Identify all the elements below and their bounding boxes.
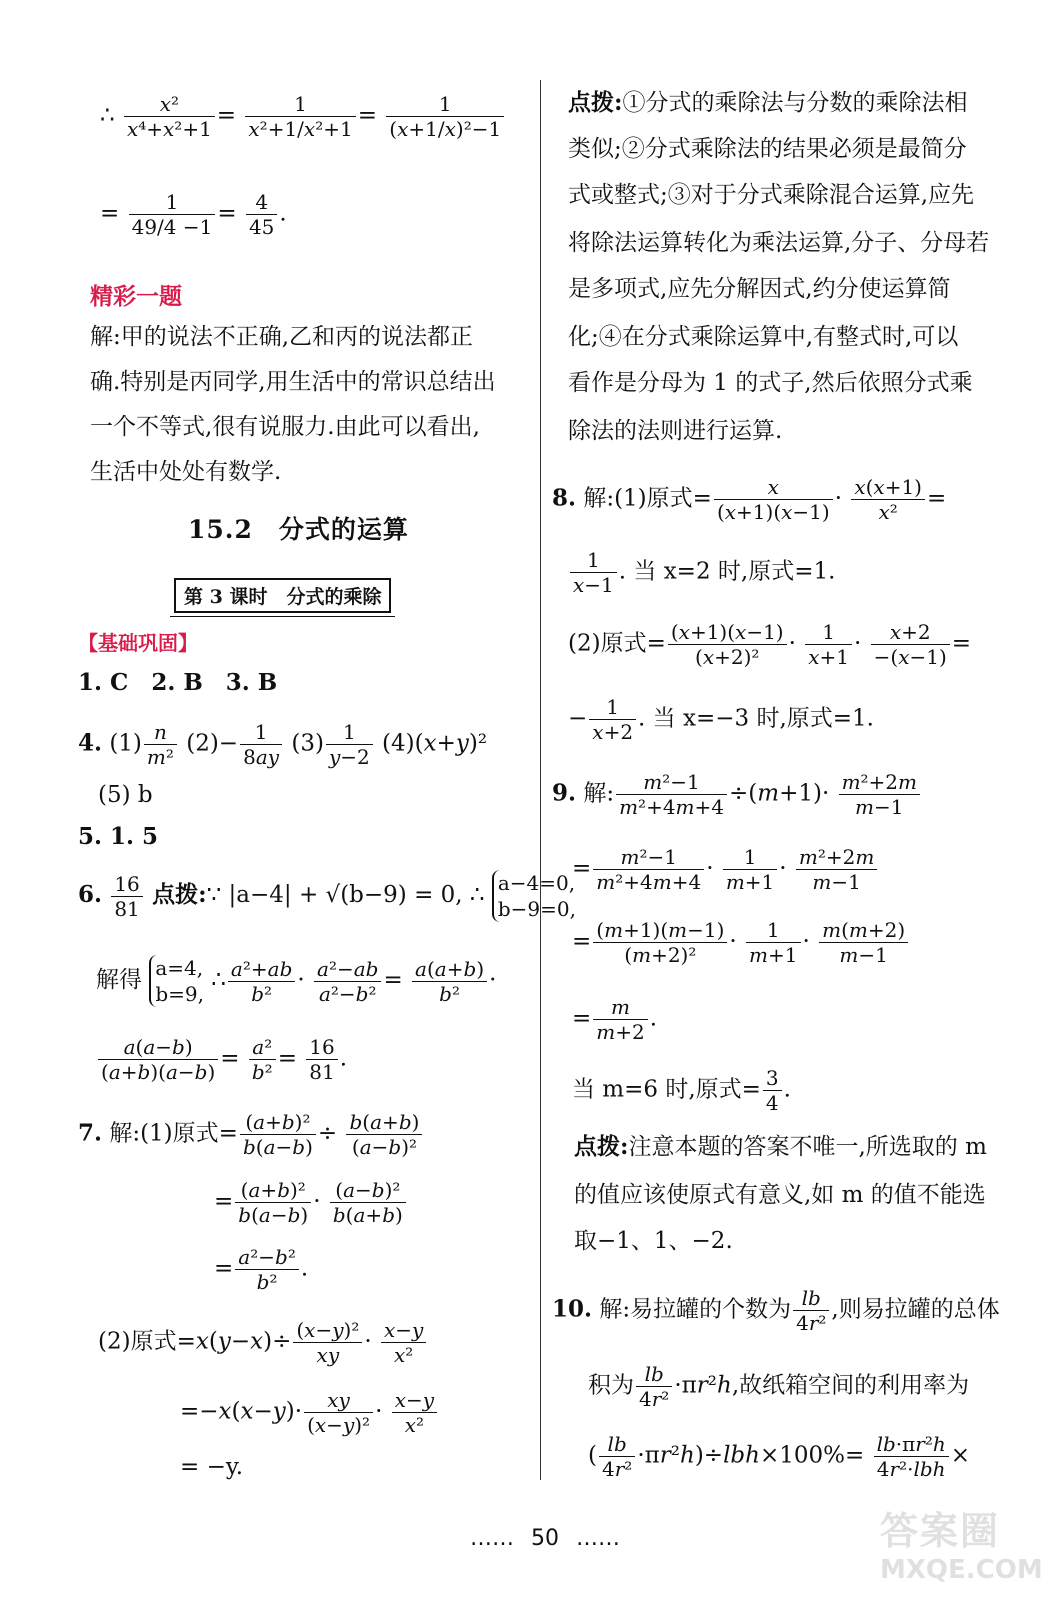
q4-5: (5) b: [98, 782, 153, 808]
lesson-title: 第 3 课时 分式的乘除: [174, 578, 391, 613]
jingcai-line-2: 确.特别是丙同学,用生活中的常识总结出: [90, 369, 496, 395]
dianbo-line-4: 将除法运算转化为乘法运算,分子、分母若: [568, 230, 990, 256]
q7-2-line-2: =−x(x−y)· $\frac{xy}{\text{(x−y)²}}$ · $\frac{x-y}{\text{x²}}$: [180, 1388, 439, 1437]
eq-top: ∴ $\frac{\text{x²}}{\text{x⁴+x²+1}}$ = $\frac{1}{\text{x²+1/x²+1}}$ = $\frac{1}{\text{(x+1/x)²−1}}$: [100, 92, 506, 141]
q1-3: 1. C 2. B 3. B: [78, 669, 278, 696]
q9-result: 当 m=6 时,原式= $\frac{3}{4}$ .: [572, 1066, 791, 1115]
jingcai-line-1: 解:甲的说法不正确,乙和丙的说法都正: [90, 324, 474, 350]
q8-line-3: (2)原式= $\frac{(x+1)(x-1)}{\text{(x+2)²}}$ · $\frac{1}{x+1}$ · $\frac{x+2}{-(x-1)}$ =: [568, 620, 972, 669]
q8-line-1: 8. 解:(1)原式= $\frac{x}{(x+1)(x-1)}$ · $\frac{x(x+1)}{\text{x²}}$ =: [552, 475, 947, 524]
q7-line-2: = $\frac{\text{(a+b)²}}{b(a-b)}$ · $\frac{\text{(a−b)²}}{b(a+b)}$: [214, 1178, 408, 1227]
dianbo-line-2: 类似;②分式乘除法的结果必须是最简分: [568, 136, 967, 162]
dianbo-line-6: 化;④在分式乘除运算中,有整式时,可以: [568, 324, 959, 350]
jingcai-line-3: 一个不等式,很有说服力.由此可以看出,: [90, 414, 480, 440]
q9-line-2: = $\frac{\text{m²−1}}{\text{m²+4m+4}}$ · $\frac{1}{m+1}$ · $\frac{\text{m²+2m}}{m-1}$: [572, 845, 879, 894]
q10-line-2: 积为 $\frac{lb}{\text{4r²}}$ ·πr²h,故纸箱空间的利用率为: [588, 1362, 970, 1411]
dianbo-line-1: 点拨:①分式的乘除法与分数的乘除法相: [568, 89, 968, 116]
q7-2-line-1: (2)原式=x(y−x)÷ $\frac{\text{(x−y)²}}{xy}$ · $\frac{x-y}{\text{x²}}$: [98, 1318, 428, 1367]
q10-line-1: 10. 解:易拉罐的个数为 $\frac{lb}{\text{4r²}}$ ,则易拉罐的总体: [552, 1286, 1000, 1335]
q7-line-1: 7. 解:(1)原式= $\frac{\text{(a+b)²}}{b(a-b)}$ ÷ $\frac{b(a+b)}{\text{(a−b)²}}$: [78, 1110, 424, 1159]
dianbo-line-5: 是多项式,应先分解因式,约分使运算简: [568, 276, 951, 302]
q6-line-3: $\frac{a(a-b)}{(a+b)(a-b)}$ = $\frac{\text{a²}}{\text{b²}}$ = $\frac{16}{81}$ .: [96, 1035, 347, 1084]
jingcai-line-4: 生活中处处有数学.: [90, 459, 282, 485]
q9-line-3: = $\frac{(m+1)(m-1)}{\text{(m+2)²}}$ · $\frac{1}{m+1}$ · $\frac{m(m+2)}{m-1}$: [572, 918, 910, 967]
q9-line-4: = $\frac{m}{m+2}$ .: [572, 995, 658, 1044]
column-divider: [540, 80, 541, 1480]
watermark: 答案圈 MXQE.COM: [880, 1509, 1043, 1585]
q9-line-1: 9. 解: $\frac{\text{m²−1}}{\text{m²+4m+4}}$ ÷(m+1)· $\frac{\text{m²+2m}}{m-1}$: [552, 770, 922, 819]
q6-line-1: 6. $\frac{16}{81}$ 点拨:∵ |a−4| + √(b−9) = 0, ∴ a−4=0, b−9=0,: [78, 871, 576, 921]
dianbo-line-8: 除法的法则进行运算.: [568, 418, 783, 444]
dianbo-line-3: 式或整式;③对于分式乘除混合运算,应先: [568, 182, 975, 208]
q6-line-2: 解得 a=4, b=9, ∴ $\frac{\text{a²+ab}}{\text{b²}}$ · $\frac{\text{a²−ab}}{\text{a²−b²}}$ = $\frac{a(a+b)}{\text{b²}}$ ·: [96, 956, 497, 1006]
q5: 5. 1. 5: [78, 823, 159, 850]
jingcai-label: 精彩一题: [90, 283, 182, 310]
dianbo-line-7: 看作是分母为 1 的式子,然后依照分式乘: [568, 370, 973, 396]
q8-line-2: $\frac{1}{x-1}$ . 当 x=2 时,原式=1.: [568, 548, 835, 597]
eq-final: = $\frac{1}{49/4 -1}$ = $\frac{4}{45}$ .: [100, 190, 287, 239]
jichu-label: 【基础巩固】: [78, 631, 198, 655]
q7-line-3: = $\frac{\text{a²−b²}}{\text{b²}}$ .: [214, 1245, 309, 1294]
q4: 4. (1) $\frac{n}{\text{m²}}$ (2)− $\frac{1}{8ay}$ (3) $\frac{1}{y-2}$ (4)(x+y)²: [78, 720, 488, 769]
page-footer: …… 50 ……: [470, 1526, 620, 1551]
dianbo2-line-1: 点拨:注意本题的答案不唯一,所选取的 m: [574, 1133, 987, 1160]
q8-line-4: − $\frac{1}{x+2}$ . 当 x=−3 时,原式=1.: [568, 695, 874, 744]
section-title: 15.2 分式的运算: [188, 515, 409, 544]
dianbo2-line-2: 的值应该使原式有意义,如 m 的值不能选: [574, 1182, 986, 1208]
q10-line-3: ( $\frac{lb}{\text{4r²}}$ ·πr²h)÷lbh×100%= lb·πr²h 4r²·lbh ×: [588, 1432, 971, 1481]
page-number: 50: [531, 1526, 559, 1551]
dianbo2-line-3: 取−1、1、−2.: [574, 1228, 733, 1254]
q7-end: = −y.: [180, 1454, 244, 1480]
